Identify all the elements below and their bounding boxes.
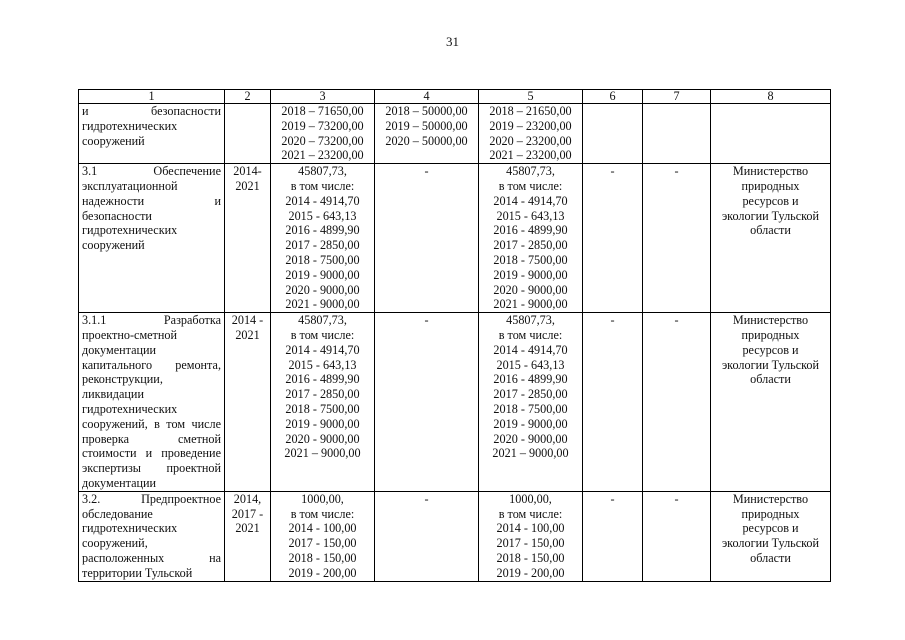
cell-line: 2018 – 21650,00 xyxy=(489,104,572,118)
header-cell: 6 xyxy=(583,90,643,104)
cell-line: 2020 – 73200,00 xyxy=(281,133,364,148)
cell-line: экологии Тульской xyxy=(721,208,820,223)
cell-line: 2014 - 4914,70 xyxy=(493,342,568,357)
cell-line: документации xyxy=(82,475,157,490)
cell-line: - xyxy=(674,491,679,506)
cell-line: 2020 – 50000,00 xyxy=(385,133,468,148)
cell-line: 2014 - 100,00 xyxy=(496,521,565,536)
cell-line: в том числе: xyxy=(290,178,355,193)
federal-funding-cell xyxy=(375,104,479,164)
cell-line: 2020 - 9000,00 xyxy=(493,431,568,446)
cell-line: 2015 - 643,13 xyxy=(496,357,565,372)
cell-line: в том числе: xyxy=(498,178,563,193)
cell-line: 2018 - 7500,00 xyxy=(285,401,360,416)
cell-line: 2015 - 643,13 xyxy=(288,357,357,372)
federal-funding-cell xyxy=(375,491,479,581)
cell-line: ресурсов и xyxy=(742,342,799,357)
responsible-cell xyxy=(711,104,831,164)
cell-line: 1000,00, xyxy=(509,491,552,506)
cell-line: гидротехнических xyxy=(82,401,178,416)
cell-line: эксплуатационной xyxy=(82,178,178,193)
local-funding-cell xyxy=(583,104,643,164)
table-row xyxy=(79,491,831,581)
cell-line: экологии Тульской xyxy=(721,536,820,551)
cell-line: 2021 xyxy=(235,327,260,342)
measure-name-cell xyxy=(79,104,225,164)
program-table xyxy=(78,89,831,582)
cell-line: 2017 - 2850,00 xyxy=(285,238,360,253)
table-row xyxy=(79,313,831,492)
regional-funding-cell xyxy=(479,164,583,313)
cell-line: 2015 - 643,13 xyxy=(496,208,565,223)
cell-line: 2014 - xyxy=(231,313,264,328)
cell-line: Министерство xyxy=(732,491,809,506)
federal-funding-cell xyxy=(375,313,479,492)
cell-line: 2020 - 9000,00 xyxy=(285,282,360,297)
cell-line: 3.2. Предпроектное xyxy=(82,491,221,506)
cell-line: области xyxy=(750,550,791,565)
cell-line: 2019 – 73200,00 xyxy=(281,118,364,133)
measure-name-cell xyxy=(79,491,225,581)
cell-line: реконструкции, xyxy=(82,372,163,387)
header-cell: 8 xyxy=(711,90,831,104)
cell-line: гидротехнических xyxy=(82,521,178,536)
cell-line: 45807,73, xyxy=(298,164,347,179)
cell-line: 2019 - 9000,00 xyxy=(493,267,568,282)
cell-line: 2017 - 2850,00 xyxy=(285,387,360,402)
period-cell xyxy=(225,164,271,313)
cell-line: 2014- xyxy=(233,164,262,179)
cell-line: территории Тульской xyxy=(82,565,193,580)
header-cell: 5 xyxy=(479,90,583,104)
cell-line: 2016 - 4899,90 xyxy=(285,223,360,238)
cell-line: 2017 - 2850,00 xyxy=(493,387,568,402)
responsible-cell xyxy=(711,313,831,492)
cell-line: 45807,73, xyxy=(506,313,555,328)
cell-line: - xyxy=(674,164,679,179)
cell-line: области xyxy=(750,372,791,387)
responsible-cell xyxy=(711,491,831,581)
local-funding-cell xyxy=(583,313,643,492)
cell-line: 2019 – 50000,00 xyxy=(385,118,468,133)
cell-line: ликвидации xyxy=(82,387,144,402)
header-cell: 2 xyxy=(225,90,271,104)
cell-line: 45807,73, xyxy=(298,313,347,328)
cell-line: в том числе: xyxy=(498,327,563,342)
regional-funding-cell xyxy=(479,313,583,492)
cell-line: 2019 - 200,00 xyxy=(288,565,357,580)
cell-line: - xyxy=(424,164,429,179)
table-row xyxy=(79,164,831,313)
header-cell: 4 xyxy=(375,90,479,104)
cell-line: 2021 – 23200,00 xyxy=(489,148,572,163)
cell-line: 2021 xyxy=(235,521,260,536)
cell-line: экологии Тульской xyxy=(721,357,820,372)
cell-line: в том числе: xyxy=(290,327,355,342)
cell-line: проектно-сметной xyxy=(82,327,178,342)
cell-line: 2019 - 200,00 xyxy=(496,565,565,580)
cell-line: 2021 - 9000,00 xyxy=(493,297,568,312)
cell-line: 2019 - 9000,00 xyxy=(493,416,568,431)
cell-line: сооружений, в том числе xyxy=(82,416,221,431)
regional-funding-cell xyxy=(479,491,583,581)
measure-name-cell xyxy=(79,164,225,313)
cell-line: капитального ремонта, xyxy=(82,357,221,372)
header-cell: 3 xyxy=(271,90,375,104)
cell-line: ресурсов и xyxy=(742,193,799,208)
total-funding-cell xyxy=(271,491,375,581)
cell-line: 2021 – 23200,00 xyxy=(281,148,364,163)
cell-line: 2021 xyxy=(235,178,260,193)
other-funding-cell xyxy=(643,164,711,313)
cell-line: сооружений, xyxy=(82,536,148,551)
cell-line: 2021 – 9000,00 xyxy=(284,446,361,461)
cell-line: 2021 – 9000,00 xyxy=(492,446,569,461)
cell-line: 2018 – 71650,00 xyxy=(281,104,364,118)
cell-line: 2018 - 7500,00 xyxy=(493,252,568,267)
cell-line: 2016 - 4899,90 xyxy=(493,372,568,387)
cell-line: природных xyxy=(741,506,800,521)
page-number: 31 xyxy=(446,34,459,49)
cell-line: сооружений xyxy=(82,238,145,253)
cell-line: 2020 - 9000,00 xyxy=(493,282,568,297)
local-funding-cell xyxy=(583,164,643,313)
local-funding-cell xyxy=(583,491,643,581)
cell-line: природных xyxy=(741,327,800,342)
cell-line: 2021 - 9000,00 xyxy=(285,297,360,312)
cell-line: 2014, xyxy=(233,491,262,506)
cell-line: 2016 - 4899,90 xyxy=(493,223,568,238)
total-funding-cell xyxy=(271,164,375,313)
cell-line: 2019 - 9000,00 xyxy=(285,267,360,282)
responsible-cell xyxy=(711,164,831,313)
cell-line: сооружений xyxy=(82,133,145,148)
cell-line: 2014 - 4914,70 xyxy=(285,342,360,357)
cell-line: - xyxy=(610,313,615,328)
cell-line: в том числе: xyxy=(290,506,355,521)
cell-line: 2014 - 4914,70 xyxy=(285,193,360,208)
cell-line: 2019 - 9000,00 xyxy=(285,416,360,431)
cell-line: 3.1.1 Разработка xyxy=(82,313,221,328)
federal-funding-cell xyxy=(375,164,479,313)
cell-line: 2017 - 150,00 xyxy=(288,536,357,551)
cell-line: - xyxy=(674,313,679,328)
cell-line: 2020 - 9000,00 xyxy=(285,431,360,446)
cell-line: 2018 - 7500,00 xyxy=(493,401,568,416)
other-funding-cell xyxy=(643,104,711,164)
cell-line: 2017 - 150,00 xyxy=(496,536,565,551)
other-funding-cell xyxy=(643,313,711,492)
cell-line: проверка сметной xyxy=(82,431,221,446)
cell-line: области xyxy=(750,223,791,238)
cell-line: - xyxy=(424,491,429,506)
table-row xyxy=(79,104,831,164)
cell-line: стоимости и проведение xyxy=(82,446,221,461)
cell-line: ресурсов и xyxy=(742,521,799,536)
cell-line: 2018 - 7500,00 xyxy=(285,252,360,267)
regional-funding-cell xyxy=(479,104,583,164)
cell-line: надежности и xyxy=(82,193,221,208)
cell-line: гидротехнических xyxy=(82,223,178,238)
cell-line: Министерство xyxy=(732,164,809,179)
total-funding-cell xyxy=(271,104,375,164)
period-cell xyxy=(225,104,271,164)
cell-line: и безопасности xyxy=(82,104,221,118)
cell-line: обследование xyxy=(82,506,153,521)
cell-line: 2019 – 23200,00 xyxy=(489,118,572,133)
cell-line: 2018 - 150,00 xyxy=(496,550,565,565)
cell-line: 1000,00, xyxy=(301,491,344,506)
cell-line: 2018 - 150,00 xyxy=(288,550,357,565)
header-cell: 7 xyxy=(643,90,711,104)
cell-line: - xyxy=(610,491,615,506)
cell-line: гидротехнических xyxy=(82,118,178,133)
cell-line: - xyxy=(424,313,429,328)
cell-line: безопасности xyxy=(82,208,152,223)
cell-line: 2014 - 100,00 xyxy=(288,521,357,536)
measure-name-cell xyxy=(79,313,225,492)
cell-line: 2015 - 643,13 xyxy=(288,208,357,223)
table-header-row xyxy=(79,90,831,104)
cell-line: Министерство xyxy=(732,313,809,328)
cell-line: в том числе: xyxy=(498,506,563,521)
cell-line: 2017 - 2850,00 xyxy=(493,238,568,253)
cell-line: 2018 – 50000,00 xyxy=(385,104,468,118)
cell-line: документации xyxy=(82,342,157,357)
period-cell xyxy=(225,491,271,581)
cell-line: - xyxy=(610,164,615,179)
cell-line: 45807,73, xyxy=(506,164,555,179)
cell-line: 2020 – 23200,00 xyxy=(489,133,572,148)
period-cell xyxy=(225,313,271,492)
cell-line: расположенных на xyxy=(82,550,221,565)
other-funding-cell xyxy=(643,491,711,581)
cell-line: 2017 - xyxy=(231,506,264,521)
cell-line: 2016 - 4899,90 xyxy=(285,372,360,387)
cell-line: экспертизы проектной xyxy=(82,461,221,476)
total-funding-cell xyxy=(271,313,375,492)
header-cell: 1 xyxy=(79,90,225,104)
cell-line: природных xyxy=(741,178,800,193)
cell-line: 3.1 Обеспечение xyxy=(82,164,221,179)
cell-line: 2014 - 4914,70 xyxy=(493,193,568,208)
